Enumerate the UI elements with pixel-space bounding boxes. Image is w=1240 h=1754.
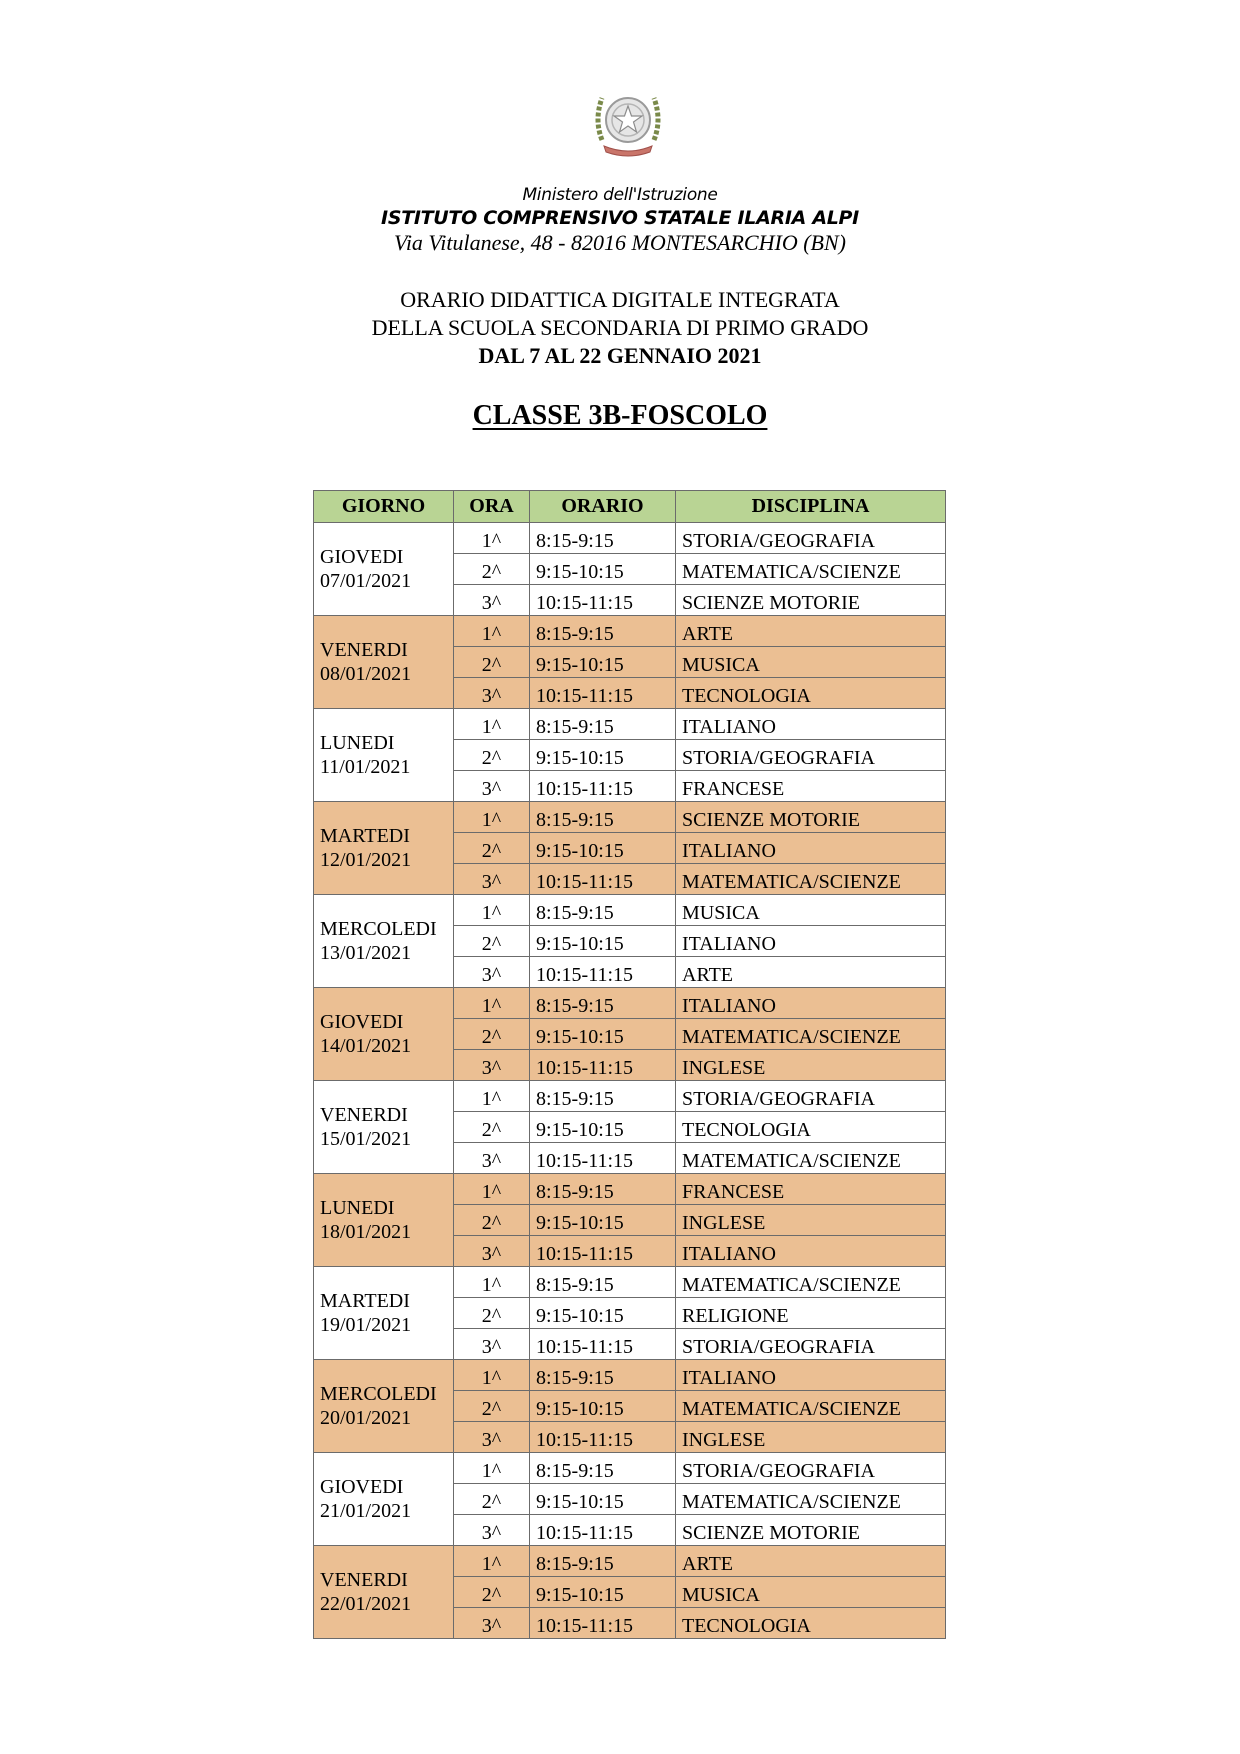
lesson-subject: ITALIANO: [676, 709, 946, 740]
lesson-hour: 3^: [454, 957, 530, 988]
lesson-subject: MATEMATICA/SCIENZE: [676, 1143, 946, 1174]
lesson-subject: MATEMATICA/SCIENZE: [676, 864, 946, 895]
title-line-2: DELLA SCUOLA SECONDARIA DI PRIMO GRADO: [371, 315, 869, 340]
lesson-time: 9:15-10:15: [530, 1391, 676, 1422]
table-row: [314, 1081, 946, 1112]
day-cell: [314, 988, 454, 1081]
lesson-subject: MATEMATICA/SCIENZE: [676, 1391, 946, 1422]
lesson-hour: 2^: [454, 1205, 530, 1236]
lesson-time: 8:15-9:15: [530, 1360, 676, 1391]
lesson-hour: 2^: [454, 554, 530, 585]
lesson-time: 10:15-11:15: [530, 1050, 676, 1081]
lesson-hour: 2^: [454, 1484, 530, 1515]
lesson-time: 10:15-11:15: [530, 1143, 676, 1174]
lesson-hour: 3^: [454, 1050, 530, 1081]
lesson-time: 8:15-9:15: [530, 1267, 676, 1298]
day-name: VENERDI: [320, 639, 408, 661]
lesson-subject: MUSICA: [676, 895, 946, 926]
lesson-time: 9:15-10:15: [530, 926, 676, 957]
lesson-hour: 3^: [454, 771, 530, 802]
lesson-hour: 1^: [454, 1267, 530, 1298]
lesson-time: 9:15-10:15: [530, 1577, 676, 1608]
day-name: LUNEDI: [320, 732, 395, 754]
italian-republic-emblem-icon: [588, 82, 668, 162]
column-header-orario: ORARIO: [530, 491, 676, 523]
lesson-subject: INGLESE: [676, 1205, 946, 1236]
table-row: [314, 1546, 946, 1577]
lesson-subject: SCIENZE MOTORIE: [676, 585, 946, 616]
lesson-subject: ARTE: [676, 616, 946, 647]
lesson-subject: SCIENZE MOTORIE: [676, 802, 946, 833]
lesson-subject: MATEMATICA/SCIENZE: [676, 554, 946, 585]
lesson-hour: 3^: [454, 1422, 530, 1453]
lesson-subject: MUSICA: [676, 647, 946, 678]
lesson-time: 8:15-9:15: [530, 523, 676, 554]
column-header-giorno: GIORNO: [314, 491, 454, 523]
lesson-hour: 2^: [454, 1577, 530, 1608]
table-row: [314, 616, 946, 647]
lesson-hour: 2^: [454, 1298, 530, 1329]
lesson-time: 10:15-11:15: [530, 1236, 676, 1267]
day-cell: [314, 1267, 454, 1360]
day-date: 08/01/2021: [320, 663, 412, 685]
lesson-hour: 1^: [454, 802, 530, 833]
lesson-time: 8:15-9:15: [530, 709, 676, 740]
day-cell: [314, 895, 454, 988]
lesson-hour: 1^: [454, 1546, 530, 1577]
lesson-hour: 2^: [454, 1019, 530, 1050]
lesson-subject: FRANCESE: [676, 771, 946, 802]
lesson-subject: TECNOLOGIA: [676, 1608, 946, 1639]
table-row: [314, 1453, 946, 1484]
lesson-subject: RELIGIONE: [676, 1298, 946, 1329]
lesson-time: 9:15-10:15: [530, 833, 676, 864]
lesson-subject: FRANCESE: [676, 1174, 946, 1205]
lesson-time: 10:15-11:15: [530, 771, 676, 802]
day-name: GIOVEDI: [320, 1011, 404, 1033]
day-cell: [314, 523, 454, 616]
lesson-time: 9:15-10:15: [530, 1298, 676, 1329]
day-name: VENERDI: [320, 1104, 408, 1126]
lesson-time: 9:15-10:15: [530, 1112, 676, 1143]
lesson-time: 8:15-9:15: [530, 616, 676, 647]
table-row: [314, 895, 946, 926]
day-date: 11/01/2021: [320, 756, 411, 778]
day-cell: [314, 1546, 454, 1639]
table-header-row: [314, 491, 946, 523]
lesson-hour: 1^: [454, 523, 530, 554]
lesson-hour: 1^: [454, 616, 530, 647]
day-name: MERCOLEDI: [320, 918, 437, 940]
lesson-subject: ARTE: [676, 1546, 946, 1577]
day-date: 15/01/2021: [320, 1128, 412, 1150]
lesson-hour: 3^: [454, 585, 530, 616]
lesson-time: 10:15-11:15: [530, 1422, 676, 1453]
day-cell: [314, 709, 454, 802]
lesson-hour: 2^: [454, 740, 530, 771]
lesson-subject: MATEMATICA/SCIENZE: [676, 1267, 946, 1298]
lesson-subject: MATEMATICA/SCIENZE: [676, 1019, 946, 1050]
lesson-time: 10:15-11:15: [530, 678, 676, 709]
lesson-hour: 1^: [454, 1360, 530, 1391]
day-date: 14/01/2021: [320, 1035, 412, 1057]
day-date: 19/01/2021: [320, 1314, 412, 1336]
day-cell: [314, 1453, 454, 1546]
lesson-subject: STORIA/GEOGRAFIA: [676, 523, 946, 554]
lesson-hour: 3^: [454, 864, 530, 895]
lesson-time: 10:15-11:15: [530, 585, 676, 616]
lesson-hour: 1^: [454, 895, 530, 926]
lesson-hour: 3^: [454, 1608, 530, 1639]
lesson-time: 10:15-11:15: [530, 957, 676, 988]
day-name: MERCOLEDI: [320, 1383, 437, 1405]
lesson-subject: ITALIANO: [676, 1236, 946, 1267]
day-name: GIOVEDI: [320, 546, 404, 568]
day-date: 20/01/2021: [320, 1407, 412, 1429]
day-date: 22/01/2021: [320, 1593, 412, 1615]
schedule-body: [314, 523, 946, 1639]
day-name: VENERDI: [320, 1569, 408, 1591]
lesson-hour: 1^: [454, 988, 530, 1019]
lesson-hour: 3^: [454, 678, 530, 709]
date-range: DAL 7 AL 22 GENNAIO 2021: [478, 343, 762, 368]
day-cell: [314, 1174, 454, 1267]
lesson-time: 9:15-10:15: [530, 1484, 676, 1515]
class-title: [0, 400, 1240, 432]
lesson-hour: 3^: [454, 1236, 530, 1267]
lesson-subject: ITALIANO: [676, 1360, 946, 1391]
lesson-time: 10:15-11:15: [530, 1608, 676, 1639]
lesson-time: 8:15-9:15: [530, 1453, 676, 1484]
lesson-hour: 2^: [454, 647, 530, 678]
lesson-time: 9:15-10:15: [530, 1019, 676, 1050]
schedule-titles: [0, 286, 1240, 370]
table-row: [314, 1267, 946, 1298]
lesson-time: 8:15-9:15: [530, 802, 676, 833]
day-date: 12/01/2021: [320, 849, 412, 871]
day-name: LUNEDI: [320, 1197, 395, 1219]
lesson-hour: 3^: [454, 1329, 530, 1360]
lesson-time: 8:15-9:15: [530, 1174, 676, 1205]
day-cell: [314, 802, 454, 895]
day-name: MARTEDI: [320, 825, 410, 847]
lesson-hour: 1^: [454, 709, 530, 740]
lesson-hour: 1^: [454, 1174, 530, 1205]
lesson-hour: 2^: [454, 926, 530, 957]
lesson-time: 8:15-9:15: [530, 895, 676, 926]
institute-name: ISTITUTO COMPRENSIVO STATALE ILARIA ALPI: [381, 207, 859, 229]
lesson-time: 9:15-10:15: [530, 740, 676, 771]
lesson-time: 8:15-9:15: [530, 988, 676, 1019]
lesson-time: 10:15-11:15: [530, 1515, 676, 1546]
lesson-hour: 3^: [454, 1143, 530, 1174]
lesson-hour: 1^: [454, 1453, 530, 1484]
lesson-subject: SCIENZE MOTORIE: [676, 1515, 946, 1546]
lesson-time: 9:15-10:15: [530, 647, 676, 678]
title-line-1: ORARIO DIDATTICA DIGITALE INTEGRATA: [400, 287, 840, 312]
lesson-hour: 2^: [454, 1112, 530, 1143]
lesson-time: 9:15-10:15: [530, 1205, 676, 1236]
table-row: [314, 709, 946, 740]
day-cell: [314, 616, 454, 709]
lesson-hour: 2^: [454, 833, 530, 864]
day-date: 18/01/2021: [320, 1221, 412, 1243]
lesson-subject: MATEMATICA/SCIENZE: [676, 1484, 946, 1515]
lesson-subject: MUSICA: [676, 1577, 946, 1608]
day-date: 13/01/2021: [320, 942, 412, 964]
lesson-subject: ITALIANO: [676, 833, 946, 864]
schedule-table: [313, 490, 946, 1639]
column-header-ora: ORA: [454, 491, 530, 523]
lesson-subject: STORIA/GEOGRAFIA: [676, 1081, 946, 1112]
lesson-hour: 1^: [454, 1081, 530, 1112]
lesson-subject: TECNOLOGIA: [676, 678, 946, 709]
lesson-time: 10:15-11:15: [530, 864, 676, 895]
table-row: [314, 523, 946, 554]
lesson-subject: INGLESE: [676, 1050, 946, 1081]
institute-address: Via Vitulanese, 48 - 82016 MONTESARCHIO (BN): [394, 230, 846, 255]
table-row: [314, 802, 946, 833]
document-header: [0, 184, 1240, 256]
column-header-disciplina: DISCIPLINA: [676, 491, 946, 523]
ministry-name: Ministero dell'Istruzione: [522, 185, 718, 205]
class-name: CLASSE 3B-FOSCOLO: [472, 400, 768, 431]
lesson-time: 8:15-9:15: [530, 1546, 676, 1577]
lesson-time: 9:15-10:15: [530, 554, 676, 585]
lesson-subject: TECNOLOGIA: [676, 1112, 946, 1143]
lesson-hour: 2^: [454, 1391, 530, 1422]
table-row: [314, 1360, 946, 1391]
lesson-time: 8:15-9:15: [530, 1081, 676, 1112]
day-name: MARTEDI: [320, 1290, 410, 1312]
lesson-subject: STORIA/GEOGRAFIA: [676, 1329, 946, 1360]
lesson-subject: STORIA/GEOGRAFIA: [676, 1453, 946, 1484]
lesson-hour: 3^: [454, 1515, 530, 1546]
day-date: 21/01/2021: [320, 1500, 412, 1522]
lesson-subject: STORIA/GEOGRAFIA: [676, 740, 946, 771]
day-cell: [314, 1360, 454, 1453]
table-row: [314, 1174, 946, 1205]
day-cell: [314, 1081, 454, 1174]
lesson-subject: ITALIANO: [676, 926, 946, 957]
day-date: 07/01/2021: [320, 570, 412, 592]
day-name: GIOVEDI: [320, 1476, 404, 1498]
lesson-subject: INGLESE: [676, 1422, 946, 1453]
table-row: [314, 988, 946, 1019]
lesson-subject: ITALIANO: [676, 988, 946, 1019]
lesson-time: 10:15-11:15: [530, 1329, 676, 1360]
lesson-subject: ARTE: [676, 957, 946, 988]
